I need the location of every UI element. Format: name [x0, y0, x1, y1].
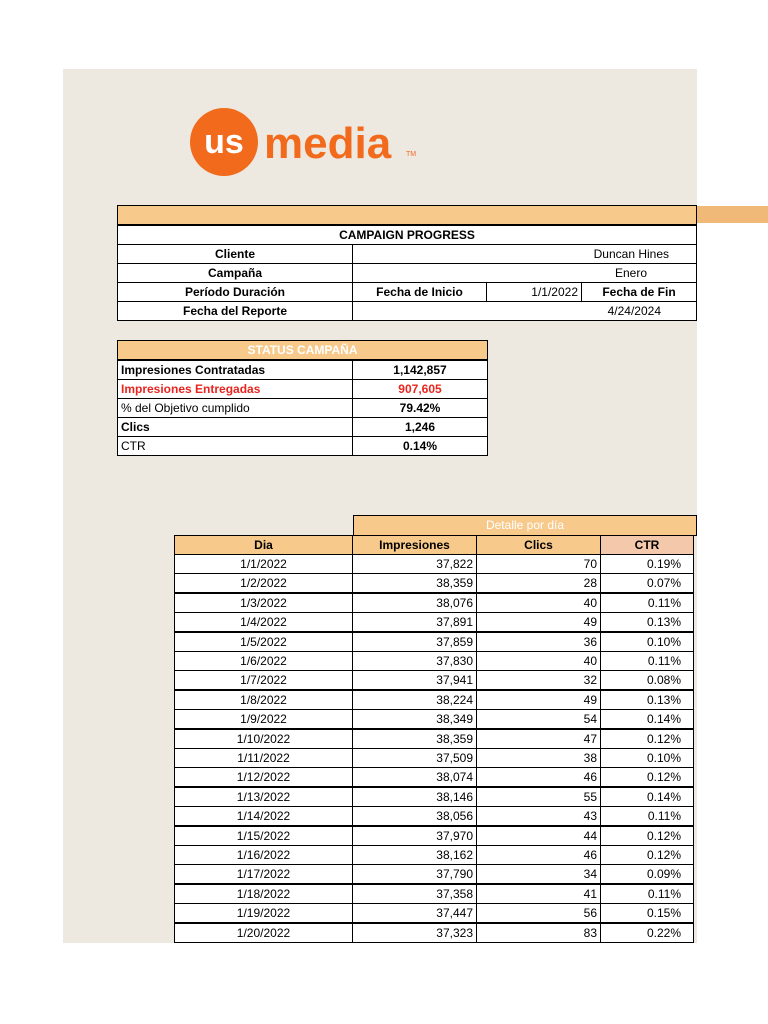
- cell-impresiones: 38,359: [352, 729, 477, 749]
- cell-dia: 1/18/2022: [174, 884, 353, 904]
- table-row: [175, 710, 694, 729]
- cell-dia: 1/1/2022: [174, 554, 353, 574]
- cell-ctr: 0.12%: [600, 767, 694, 787]
- cell-impresiones: 38,162: [352, 845, 477, 865]
- cell-ctr: 0.12%: [600, 845, 694, 865]
- cell-clics: 70: [476, 554, 601, 574]
- status-row: [118, 399, 488, 418]
- cell-dia: 1/11/2022: [174, 748, 353, 768]
- cell-ctr: 0.10%: [600, 632, 694, 652]
- status-label: Impresiones Entregadas: [117, 379, 353, 399]
- status-label: % del Objetivo cumplido: [117, 398, 353, 418]
- cell-impresiones: 37,509: [352, 748, 477, 768]
- cell-clics: 83: [476, 923, 601, 943]
- cell-ctr: 0.22%: [600, 923, 694, 943]
- status-value: 1,142,857: [352, 360, 488, 380]
- cell-impresiones: 38,076: [352, 593, 477, 613]
- cell-clics: 46: [476, 845, 601, 865]
- cell-ctr: 0.14%: [600, 787, 694, 807]
- col-header-clics: Clics: [476, 535, 601, 555]
- cell-clics: 49: [476, 690, 601, 710]
- status-row: [118, 437, 488, 456]
- status-value: 907,605: [352, 379, 488, 399]
- cell-clics: 40: [476, 651, 601, 671]
- cell-clics: 54: [476, 709, 601, 729]
- cell-impresiones: 37,822: [352, 554, 477, 574]
- cell-ctr: 0.11%: [600, 806, 694, 826]
- cell-ctr: 0.07%: [600, 573, 694, 593]
- cell-impresiones: 37,941: [352, 670, 477, 690]
- status-campana-title: STATUS CAMPAÑA: [117, 340, 488, 360]
- status-label: Clics: [117, 417, 353, 437]
- cell-clics: 34: [476, 864, 601, 884]
- logo-media-text: media: [264, 119, 392, 168]
- col-header-impresiones: Impresiones: [352, 535, 477, 555]
- cell-ctr: 0.11%: [600, 651, 694, 671]
- cell-impresiones: 37,970: [352, 826, 477, 846]
- table-row: [175, 574, 694, 593]
- table-row: [175, 924, 694, 943]
- cell-dia: 1/20/2022: [174, 923, 353, 943]
- cell-clics: 40: [476, 593, 601, 613]
- cell-impresiones: 38,074: [352, 767, 477, 787]
- reporte-value: 4/24/2024: [352, 301, 697, 321]
- cell-dia: 1/15/2022: [174, 826, 353, 846]
- status-row: [118, 380, 488, 399]
- reporte-row: [118, 302, 697, 321]
- cell-dia: 1/16/2022: [174, 845, 353, 865]
- cell-impresiones: 37,447: [352, 903, 477, 923]
- cell-clics: 38: [476, 748, 601, 768]
- table-row: [175, 613, 694, 632]
- cell-ctr: 0.13%: [600, 612, 694, 632]
- cell-dia: 1/14/2022: [174, 806, 353, 826]
- detalle-title: Detalle por día: [353, 515, 697, 536]
- cell-clics: 49: [476, 612, 601, 632]
- table-row: [175, 885, 694, 904]
- campaign-title-row: [118, 226, 697, 245]
- cell-impresiones: 37,323: [352, 923, 477, 943]
- cell-ctr: 0.09%: [600, 864, 694, 884]
- periodo-label: Período Duración: [117, 282, 353, 302]
- status-label: Impresiones Contratadas: [117, 360, 353, 380]
- logo-us-text: us: [204, 123, 244, 161]
- cell-ctr: 0.11%: [600, 884, 694, 904]
- cell-ctr: 0.13%: [600, 690, 694, 710]
- cell-dia: 1/4/2022: [174, 612, 353, 632]
- detail-header-row: [175, 536, 694, 555]
- fecha-inicio-value: 1/1/2022: [486, 282, 582, 302]
- status-value: 0.14%: [352, 436, 488, 456]
- logo-tm: TM: [406, 151, 417, 158]
- cell-impresiones: 38,224: [352, 690, 477, 710]
- table-row: [175, 768, 694, 787]
- cell-dia: 1/7/2022: [174, 670, 353, 690]
- cell-clics: 43: [476, 806, 601, 826]
- status-label: CTR: [117, 436, 353, 456]
- orange-band-edge: [697, 206, 768, 223]
- cell-impresiones: 38,056: [352, 806, 477, 826]
- status-value: 1,246: [352, 417, 488, 437]
- table-row: [175, 671, 694, 690]
- table-row: [175, 594, 694, 613]
- cell-impresiones: 38,349: [352, 709, 477, 729]
- table-row: [175, 827, 694, 846]
- table-row: [175, 633, 694, 652]
- cliente-value: Duncan Hines: [352, 244, 697, 264]
- reporte-label: Fecha del Reporte: [117, 301, 353, 321]
- cell-impresiones: 37,891: [352, 612, 477, 632]
- cell-clics: 47: [476, 729, 601, 749]
- cell-dia: 1/9/2022: [174, 709, 353, 729]
- cell-impresiones: 37,830: [352, 651, 477, 671]
- cell-dia: 1/5/2022: [174, 632, 353, 652]
- periodo-row: [118, 283, 697, 302]
- cell-dia: 1/17/2022: [174, 864, 353, 884]
- cell-clics: 55: [476, 787, 601, 807]
- campana-value: Enero: [352, 263, 697, 283]
- cliente-row: [118, 245, 697, 264]
- table-row: [175, 807, 694, 826]
- campaign-title: CAMPAIGN PROGRESS: [117, 225, 697, 245]
- cell-impresiones: 37,859: [352, 632, 477, 652]
- status-row: [118, 418, 488, 437]
- cell-clics: 44: [476, 826, 601, 846]
- cell-clics: 56: [476, 903, 601, 923]
- table-row: [175, 555, 694, 574]
- cell-clics: 46: [476, 767, 601, 787]
- table-row: [175, 749, 694, 768]
- table-row: [175, 730, 694, 749]
- cell-ctr: 0.10%: [600, 748, 694, 768]
- table-row: [175, 904, 694, 923]
- cell-ctr: 0.14%: [600, 709, 694, 729]
- campana-row: [118, 264, 697, 283]
- cell-dia: 1/12/2022: [174, 767, 353, 787]
- cell-ctr: 0.19%: [600, 554, 694, 574]
- fecha-fin-label: Fecha de Fin: [581, 282, 697, 302]
- cell-dia: 1/10/2022: [174, 729, 353, 749]
- status-row: [118, 361, 488, 380]
- cliente-label: Cliente: [117, 244, 353, 264]
- cell-clics: 36: [476, 632, 601, 652]
- cell-dia: 1/13/2022: [174, 787, 353, 807]
- table-row: [175, 788, 694, 807]
- cell-impresiones: 38,146: [352, 787, 477, 807]
- status-value: 79.42%: [352, 398, 488, 418]
- cell-ctr: 0.08%: [600, 670, 694, 690]
- col-header-ctr: CTR: [600, 535, 694, 555]
- cell-clics: 28: [476, 573, 601, 593]
- us-media-logo: [188, 106, 428, 178]
- cell-ctr: 0.12%: [600, 729, 694, 749]
- cell-dia: 1/6/2022: [174, 651, 353, 671]
- cell-impresiones: 38,359: [352, 573, 477, 593]
- cell-ctr: 0.15%: [600, 903, 694, 923]
- fecha-inicio-label: Fecha de Inicio: [352, 282, 487, 302]
- cell-ctr: 0.11%: [600, 593, 694, 613]
- cell-dia: 1/3/2022: [174, 593, 353, 613]
- cell-dia: 1/19/2022: [174, 903, 353, 923]
- cell-impresiones: 37,358: [352, 884, 477, 904]
- table-row: [175, 865, 694, 884]
- campana-label: Campaña: [117, 263, 353, 283]
- table-row: [175, 691, 694, 710]
- table-row: [175, 846, 694, 865]
- col-header-dia: Dia: [174, 535, 353, 555]
- cell-dia: 1/2/2022: [174, 573, 353, 593]
- table-row: [175, 652, 694, 671]
- cell-ctr: 0.12%: [600, 826, 694, 846]
- cell-dia: 1/8/2022: [174, 690, 353, 710]
- campaign-header-band: [117, 205, 697, 225]
- cell-impresiones: 37,790: [352, 864, 477, 884]
- cell-clics: 32: [476, 670, 601, 690]
- cell-clics: 41: [476, 884, 601, 904]
